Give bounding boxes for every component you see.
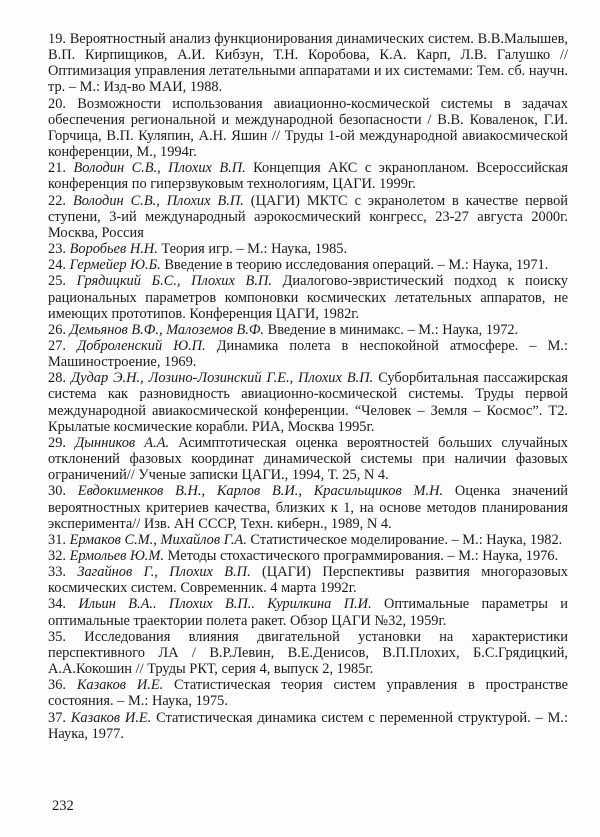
reference-number: 19. <box>48 31 66 47</box>
reference-text: Статистическое моделирование. – М.: Наука, 1982. <box>250 531 563 548</box>
reference-text: Статистическая теория систем управления в пространстве состояния. – М.: Наука, 1975. <box>48 677 568 710</box>
reference-entry <box>48 241 568 257</box>
reference-text: Теория игр. – М.: Наука, 1985. <box>161 241 348 258</box>
reference-text: (ЦАГИ) Перспективы развития многоразовых космических систем. Современник. 4 марта 1992г. <box>48 564 568 597</box>
reference-number: 37. <box>48 709 66 726</box>
reference-entry <box>48 677 568 709</box>
reference-entry <box>48 370 568 435</box>
reference-authors: Демьянов В.Ф., Малоземов В.Ф. <box>69 321 265 338</box>
reference-authors: Грядицкий Б.С., Плохих В.П. <box>76 273 272 290</box>
reference-text: Введение в теорию исследования операций. – М.: Наука, 1971. <box>164 257 549 274</box>
reference-authors: Загайнов Г., Плохих В.П. <box>77 564 251 581</box>
reference-number: 36. <box>48 677 66 694</box>
reference-number: 25. <box>48 273 66 290</box>
reference-authors: Евдокименков В.Н., Карлов В.И., Красильщиков М.Н. <box>77 483 444 500</box>
reference-entry <box>48 629 568 677</box>
reference-entry <box>48 338 568 370</box>
reference-number: 32. <box>48 548 66 564</box>
reference-entry <box>48 532 568 548</box>
reference-text: Динамика полета в неспокойной атмосфере. – М.: Машиностроение, 1969. <box>48 337 569 371</box>
reference-authors: Володин С.В., Плохих В.П. <box>73 160 246 177</box>
reference-text: Статистическая динамика систем с переменной структурой. – М.: Наука, 1977. <box>48 709 568 742</box>
reference-entry <box>48 435 568 483</box>
reference-entry <box>48 273 568 321</box>
reference-authors: Ермаков С.М., Михайлов Г.А. <box>69 531 247 548</box>
reference-number: 23. <box>48 241 66 258</box>
reference-entry <box>48 596 568 628</box>
reference-text: Оптимальные параметры и оптимальные траектории полета ракет. Обзор ЦАГИ №32, 1959г. <box>48 596 569 629</box>
reference-text: Асимптотическая оценка вероятностей больших случайных отклонений фазовых координат динамической системы при наличии фазовых ограничений// Ученые записки ЦАГИ., 1994, Т. 25, N 4. <box>48 434 569 484</box>
reference-entry <box>48 564 568 596</box>
reference-text: Исследования влияния двигательной установки на характеристики перспективного ЛА / В.Р.Левин, В.Е.Денисов, В.П.Плохих, Б.С.Грядицкий, А.А.Кокошин // Труды РКТ, серия 4, выпуск 2, 1985г. <box>48 628 568 678</box>
reference-number: 35. <box>48 628 66 645</box>
reference-number: 27. <box>48 337 66 354</box>
reference-number: 31. <box>48 531 66 548</box>
reference-authors: Ермольев Ю.М. <box>69 548 164 564</box>
reference-number: 21. <box>48 160 66 177</box>
reference-authors: Казаков И.Е. <box>76 677 164 694</box>
reference-text: Диалогово-эвристический подход к поиску рациональных параметров компоновки космических летательных аппаратов, не имеющих прототипов. Конференция ЦАГИ, 1982г. <box>48 273 568 322</box>
reference-number: 26. <box>48 321 66 338</box>
reference-entry <box>48 710 568 742</box>
reference-text: Методы стохастического программирования. – М.: Наука, 1976. <box>167 548 559 564</box>
reference-number: 34. <box>48 596 66 613</box>
reference-entry <box>48 548 568 564</box>
reference-text: Вероятностный анализ функционирования динамических систем. В.В.Малышев, В.П. Кирпищиков, А.И. Кибзун, Т.Н. Коробова, К.А. Карп, Л.В. Галушко // Оптимизация управления летательными аппаратами и их системами: Тем. сб. научн. тр. – М.: Изд-во МАИ, 1988. <box>48 31 568 96</box>
reference-entry <box>48 160 568 192</box>
reference-authors: Доброленский Ю.П. <box>77 337 206 354</box>
reference-text: Введение в минимакс. – М.: Наука, 1972. <box>267 321 519 338</box>
reference-authors: Казаков И.Е. <box>70 709 152 726</box>
reference-number: 20. <box>48 95 66 112</box>
reference-entry <box>48 257 568 273</box>
reference-text: Оценка значений вероятностных критериев качества, близких к 1, на основе методов планирования эксперимента// Изв. АН СССР, Техн. киберн., 1989, N 4. <box>48 483 568 532</box>
page-number: 232 <box>52 798 74 814</box>
reference-number: 33. <box>48 564 66 581</box>
reference-list <box>48 31 568 742</box>
reference-authors: Дынников А.А. <box>75 434 170 451</box>
reference-text: (ЦАГИ) МКТС с экранолетом в качестве первой ступени, 3-ий международный аэрокосмический конгресс, 23-27 августа 2000г. Москва, Россия <box>48 192 568 241</box>
reference-number: 29. <box>48 434 66 451</box>
reference-number: 30. <box>48 483 66 500</box>
reference-entry <box>48 96 568 161</box>
reference-number: 22. <box>48 192 66 209</box>
reference-authors: Воробьев Н.Н. <box>69 241 158 258</box>
reference-text: Суборбитальная пассажирская система как разновидность авиационно-космической системы. Труды первой международной авиакосмической конференции. “Человек – Земля – Космос”. Т2. Крылатые космические корабли. РИА, Москва 1995г. <box>48 370 568 435</box>
reference-number: 24. <box>48 257 66 274</box>
reference-authors: Ильин В.А.. Плохих В.П.. Курилкина П.И. <box>78 596 372 613</box>
reference-authors: Володин С.В., Плохих В.П. <box>72 192 244 209</box>
reference-entry <box>48 193 568 241</box>
reference-entry <box>48 322 568 338</box>
reference-authors: Дудар Э.Н., Лозино-Лозинский Г.Е., Плохих В.П. <box>70 370 374 387</box>
reference-authors: Гермейер Ю.Б. <box>69 257 161 274</box>
reference-text: Концепция АКС с экранопланом. Всероссийская конференция по гиперзвуковым технологиям, ЦАГИ. 1999г. <box>48 160 568 193</box>
reference-entry <box>48 31 568 96</box>
reference-number: 28. <box>48 370 66 387</box>
reference-entry <box>48 483 568 531</box>
reference-text: Возможности использования авиационно-космической системы в задачах обеспечения региональной и международной безопасности / В.В. Коваленок, Г.И. Горчица, В.П. Куляпин, А.Н. Яшин // Труды 1-ой международной авиакосмической конференции, М., 1994г. <box>48 95 568 161</box>
